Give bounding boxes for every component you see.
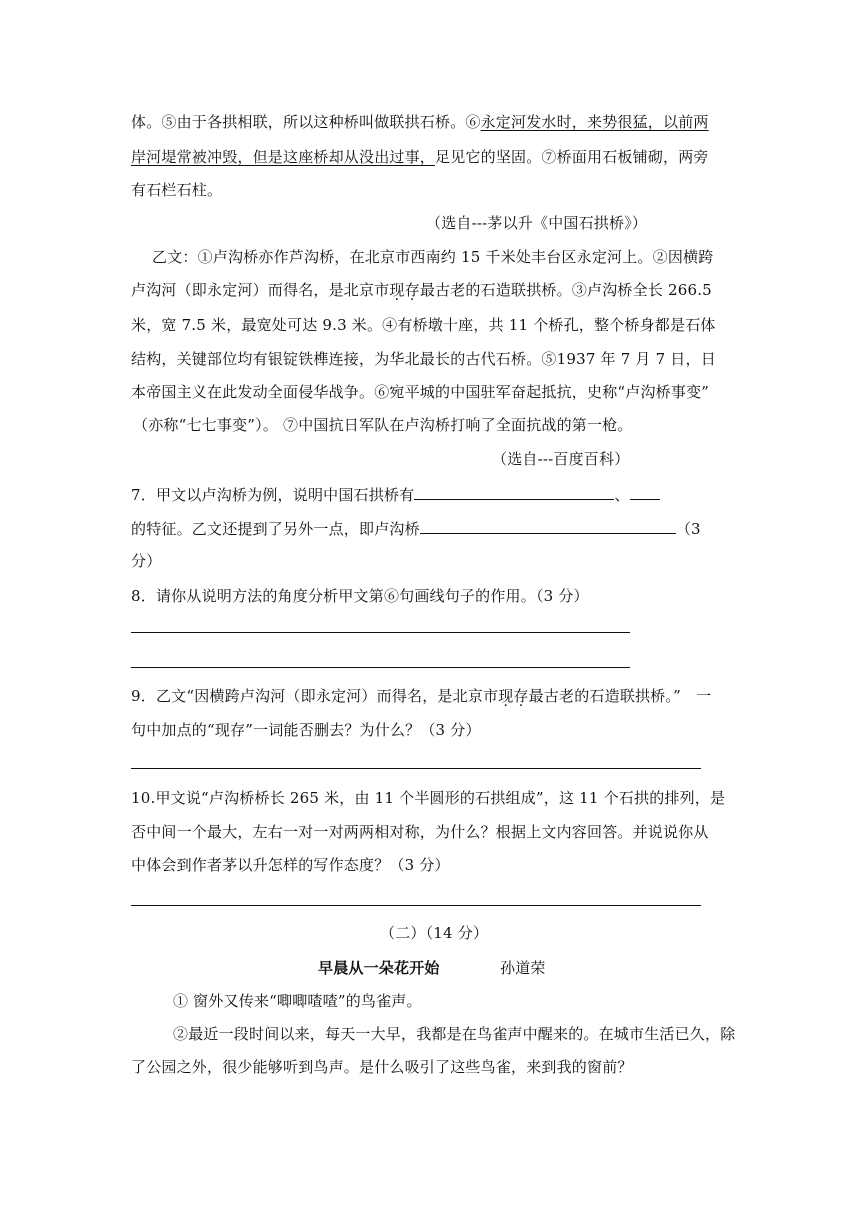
answer-blank[interactable]: [414, 484, 614, 500]
paragraph-2-line-2: 了公园之外，很少能够听到鸟声。是什么吸引了这些鸟雀，来到我的窗前？: [131, 1058, 633, 1076]
yi-source: （选自---百度百科）: [492, 450, 630, 468]
answer-blank[interactable]: [630, 484, 660, 500]
jia-source: （选自---茅以升《中国石拱桥》）: [426, 214, 648, 232]
dotted-char: 现: [389, 281, 405, 299]
question-7-line-1: [131, 484, 660, 505]
answer-blank[interactable]: [420, 518, 676, 534]
question-9-text-b: 最古老的石造联拱桥。” 一: [528, 687, 712, 705]
dotted-char: 存: [513, 687, 529, 705]
question-7-line-2: [131, 518, 701, 539]
yi-line-2-text-b: 最古老的石造联拱桥。③卢沟桥全长 266.5: [419, 281, 712, 299]
question-10-line-2: 否中间一个最大，左右一对一对两两相对称，为什么？根据上文内容回答。并说说你从: [131, 823, 709, 841]
question-7-sep: 、: [614, 486, 630, 504]
question-9-text-a: 9．乙文“因横跨卢沟河（即永定河）而得名，是北京市: [131, 687, 499, 705]
jia-line-1: [131, 112, 709, 132]
yi-line-2-text-a: 卢沟河（即永定河）而得名，是北京市: [131, 281, 390, 299]
question-10-line-1: 10.甲文说“卢沟桥桥长 265 米，由 11 个半圆形的石拱组成”，这 11 个石拱的排列，是: [131, 789, 726, 807]
paragraph-2-line-1: ②最近一段时间以来，每天一大早，我都是在鸟雀声中醒来的。在城市生活已久，除: [173, 1025, 736, 1043]
question-9-line-2: 句中加点的“现存”一词能否删去？为什么？（3 分）: [131, 721, 481, 739]
question-7-line-3: 分）: [131, 552, 162, 570]
question-9-line-1: [131, 686, 711, 706]
answer-line[interactable]: [131, 632, 630, 633]
underlined-sentence-part-2: 岸河堤常被冲毁，但是这座桥却从没出过事，: [131, 148, 436, 166]
paragraph-1: ① 窗外又传来“唧唧喳喳”的鸟雀声。: [173, 992, 422, 1010]
answer-line[interactable]: [131, 768, 701, 769]
question-7-text-2: 的特征。乙文还提到了另外一点，即卢沟桥: [131, 520, 420, 538]
jia-line-2-text: 足见它的坚固。⑦桥面用石板铺砌，两旁: [435, 148, 709, 166]
dotted-char: 存: [404, 281, 420, 299]
dotted-char: 现: [498, 687, 514, 705]
yi-line-4: 结构，关键部位均有银锭铁榫连接，为华北最长的古代石桥。⑤1937 年 7 月 7 日，日: [131, 350, 716, 368]
article-title: 早晨从一朵花开始: [318, 959, 440, 977]
jia-line-3: 有石栏石柱。: [131, 181, 223, 199]
section-2-heading: （二）（14 分）: [380, 924, 489, 942]
question-10-line-3: 中体会到作者茅以升怎样的写作态度？（3 分）: [131, 856, 450, 874]
underlined-sentence-part-1: 永定河发水时，来势很猛，以前两: [480, 113, 709, 131]
jia-line-2: [131, 147, 709, 167]
question-8: 8．请你从说明方法的角度分析甲文第⑥句画线句子的作用。（3 分）: [131, 587, 589, 605]
yi-line-2: [131, 280, 712, 300]
yi-line-6: （亦称“七七事变”）。 ⑦中国抗日军队在卢沟桥打响了全面抗战的第一枪。: [133, 416, 633, 434]
answer-line[interactable]: [131, 905, 701, 906]
yi-line-5: 本帝国主义在此发动全面侵华战争。⑥宛平城的中国驻军奋起抵抗，史称“卢沟桥事变”: [131, 383, 710, 401]
question-7-score: （3: [675, 520, 701, 538]
article-author: 孙道荣: [500, 959, 546, 977]
yi-line-3: 米，宽 7.5 米，最宽处可达 9.3 米。④有桥墩十座，共 11 个桥孔，整个桥身都是石体: [131, 316, 716, 334]
answer-line[interactable]: [131, 667, 630, 668]
question-7-text: 7．甲文以卢沟桥为例，说明中国石拱桥有: [131, 486, 415, 504]
yi-line-1: 乙文：①卢沟桥亦作芦沟桥，在北京市西南约 15 千米处丰台区永定河上。②因横跨: [152, 248, 714, 266]
jia-line-1-text: 体。⑤由于各拱相联，所以这种桥叫做联拱石桥。⑥: [131, 113, 481, 131]
